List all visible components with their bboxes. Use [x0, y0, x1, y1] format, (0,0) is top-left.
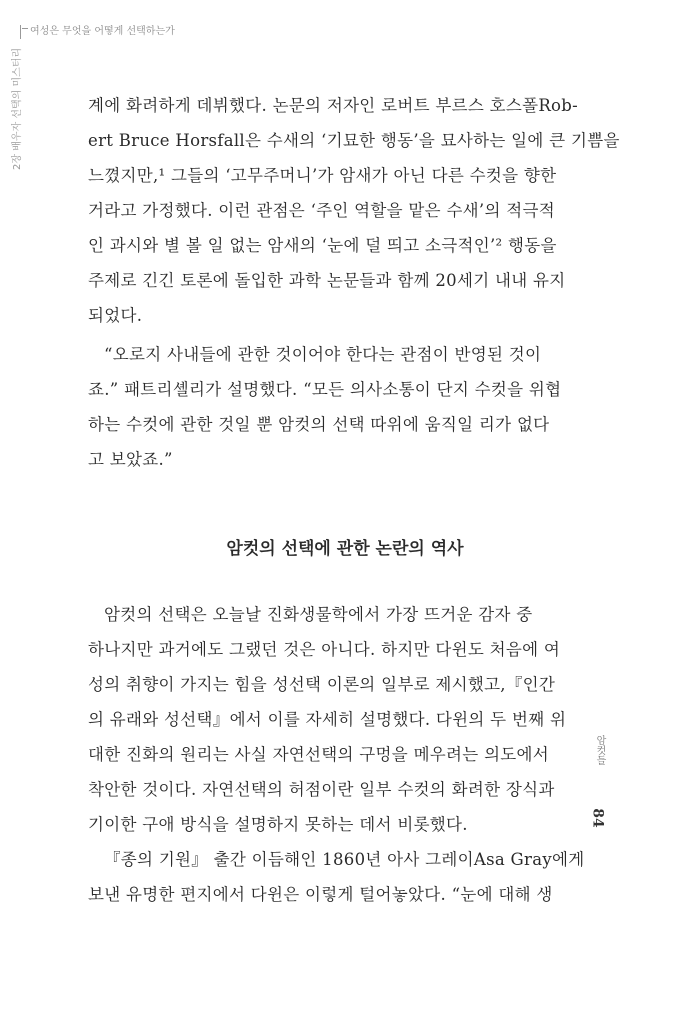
text-line: 대한 진화의 원리는 사실 자연선택의 구멍을 메우려는 의도에서: [88, 745, 550, 764]
side-chapter-title: 2장 배우자 선택의 미스터리: [12, 47, 23, 170]
section-heading: 암컷의 선택에 관한 논란의 역사: [226, 539, 464, 559]
text-line: 『종의 기원』 출간 이듬해인 1860년 아사 그레이Asa Gray에게: [104, 850, 585, 869]
header-rule: [20, 25, 21, 39]
text-line: “오로지 사내들에 관한 것이어야 한다는 관점이 반영된 것이: [104, 345, 542, 364]
text-line: 의 유래와 성선택』에서 이를 자세히 설명했다. 다윈의 두 번째 위: [88, 710, 567, 729]
text-line: 하나지만 과거에도 그랬던 것은 아니다. 하지만 다윈도 처음에 여: [88, 640, 561, 659]
text-line: 주제로 긴긴 토론에 돌입한 과학 논문들과 함께 20세기 내내 유지: [88, 271, 566, 290]
text-line: 인 과시와 별 볼 일 없는 암새의 ‘눈에 덜 띄고 소극적인’² 행동을: [88, 236, 557, 255]
text-line: 느꼈지만,¹ 그들의 ‘고무주머니’가 암새가 아닌 다른 수컷을 향한: [88, 166, 557, 185]
text-line: 계에 화려하게 데뷔했다. 논문의 저자인 로버트 부르스 호스폴Rob-: [88, 96, 579, 115]
paragraph-1: [88, 88, 620, 333]
paragraph-3: [88, 597, 585, 912]
text-line: 하는 수컷에 관한 것일 뿐 암컷의 선택 따위에 움직일 리가 없다: [88, 415, 550, 434]
text-line: 암컷의 선택은 오늘날 진화생물학에서 가장 뜨거운 감자 중: [104, 605, 533, 624]
running-header: 여성은 무엇을 어떻게 선택하는가: [30, 22, 175, 37]
text-line: 거라고 가정했다. 이런 관점은 ‘주인 역할을 맡은 수새’의 적극적: [88, 201, 555, 220]
text-line: 고 보았죠.”: [88, 450, 173, 469]
text-line: 보낸 유명한 편지에서 다윈은 이렇게 털어놓았다. “눈에 대해 생: [88, 885, 553, 904]
text-line: 착안한 것이다. 자연선택의 허점이란 일부 수컷의 화려한 장식과: [88, 780, 555, 799]
text-line: 기이한 구애 방식을 설명하지 못하는 데서 비롯했다.: [88, 815, 468, 834]
text-line: ert Bruce Horsfall은 수새의 ‘기묘한 행동’을 묘사하는 일에 큰 기쁨을: [88, 131, 620, 150]
text-line: 죠.” 패트리셸리가 설명했다. “모든 의사소통이 단지 수컷을 위협: [88, 380, 562, 399]
page-number: 84: [589, 808, 606, 828]
text-line: 되었다.: [88, 306, 143, 325]
text-line: 성의 취향이 가지는 힘을 성선택 이론의 일부로 제시했고,『인간: [88, 675, 556, 694]
part-label: 암컷들: [594, 735, 605, 765]
paragraph-2: [88, 337, 562, 477]
